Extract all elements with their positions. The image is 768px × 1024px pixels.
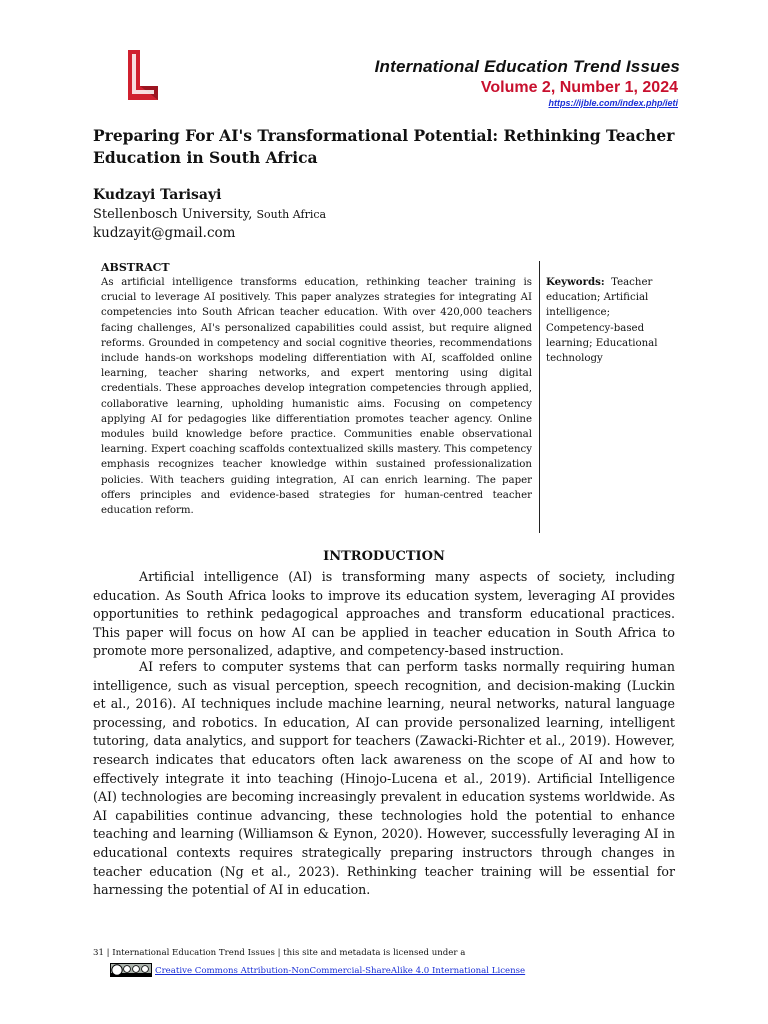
keywords-list: Teacher education; Artificial intelligence; Competency-based learning; Educational technology [546,277,658,365]
introduction-paragraph: AI refers to computer systems that can perform tasks normally requiring human intelligence, such as visual perception, speech recognition, and decision-making (Luckin et al., 2016). AI techniques include machine learning, neural networks, natural language processing, and robotics. In education, AI can provide personalized learning, intelligent tutoring, data analytics, and support for teachers (Zawacki-Richter et al., 2019). However, research indicates that educators often lack awareness on the scope of AI and how to effectively integrate it into teaching (Hinojo-Lucena et al., 2019). Artificial Intelligence (AI) technologies are becoming increasingly prevalent in education systems worldwide. As AI capabilities continue advancing, these technologies hold the potential to enhance teaching and learning (Williamson & Eynon, 2020). However, successfully leveraging AI in educational contexts requires strategically preparing instructors through changes in teacher education (Ng et al., 2023). Rethinking teacher training will be essential for harnessing the potential of AI in education. [93,659,675,898]
introduction-heading: INTRODUCTION [323,549,445,564]
keywords-block [546,275,666,366]
keywords-label: Keywords: [546,276,605,288]
affiliation-university: Stellenbosch University, [93,207,253,222]
paper-title: Preparing For AI's Transformational Potential: Rethinking Teacher Education in South Africa [93,126,675,167]
journal-volume: Volume 2, Number 1, 2024 [480,79,678,96]
license-link[interactable]: Creative Commons Attribution-NonCommercial-ShareAlike 4.0 International License [155,966,526,976]
affiliation-country: South Africa [256,208,327,221]
journal-url-link[interactable]: https://ijble.com/index.php/ieti [548,98,678,108]
abstract-text: As artificial intelligence transforms education, rethinking teacher training is crucial to leverage AI positively. This paper analyzes strategies for integrating AI competencies into South African teacher education. With over 420,000 teachers facing challenges, AI's personalized capabilities could assist, but require aligned reforms. Grounded in competency and social cognitive theories, recommendations include hands-on workshops modeling differentiation with AI, scaffolded online learning, teacher sharing networks, and expert mentoring using digital credentials. These approaches develop integration competencies through applied, collaborative learning, upholding humanistic aims. Focusing on competency applying AI for pedagogies like differentiation promotes teacher agency. Online modules build knowledge before practice. Communities enable observational learning. Expert coaching scaffolds contextualized skills mastery. This competency emphasis recognizes teacher knowledge within sustained professionalization policies. With teachers guiding integration, AI can enrich learning. The paper offers principles and evidence-based strategies for human-centred teacher education reform. [101,277,532,517]
journal-name: International Education Trend Issues [374,57,680,76]
author-email: kudzayit@gmail.com [93,225,236,241]
author-name: Kudzayi Tarisayi [93,187,222,203]
author-affiliation [93,207,326,222]
footer-page-line: 31 | International Education Trend Issues | this site and metadata is licensed under a [93,948,466,958]
journal-logo-icon [122,46,164,104]
abstract-divider [539,261,540,533]
introduction-paragraph: Artificial intelligence (AI) is transforming many aspects of society, including education. As South Africa looks to improve its education system, leveraging AI provides opportunities to rethink pedagogical approaches and transform educational practices. This paper will focus on how AI can be applied in teacher education in South Africa to promote more personalized, adaptive, and competency-based instruction. [93,569,675,659]
cc-by-nc-sa-badge-icon[interactable] [110,963,152,977]
abstract-heading: ABSTRACT [101,261,170,274]
